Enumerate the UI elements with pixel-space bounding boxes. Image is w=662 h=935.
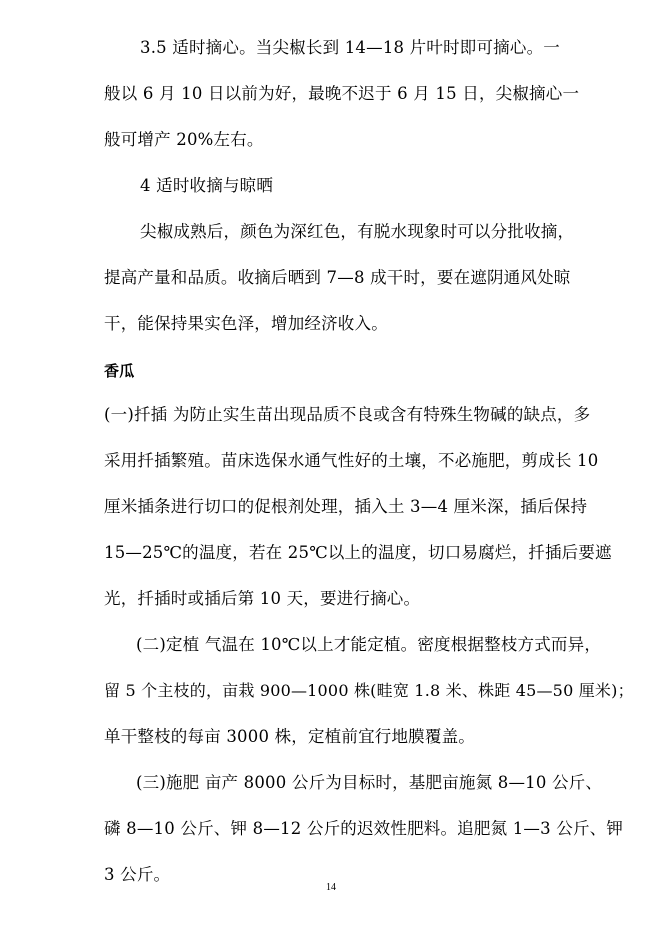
text-line: 厘米插条进行切口的促根剂处理，插入土 3—4 厘米深，插后保持	[104, 497, 588, 516]
text-line: 15—25℃的温度，若在 25℃以上的温度，切口易腐烂，扦插后要遮	[104, 543, 612, 562]
text-line: 留 5 个主枝的，亩栽 900—1000 株(畦宽 1.8 米、株距 45—50 厘米)；	[104, 681, 634, 700]
text-line: (一)扦插 为防止实生苗出现品质不良或含有特殊生物碱的缺点，多	[104, 405, 591, 424]
text-line: 提高产量和品质。收摘后晒到 7—8 成干时，要在遮阴通风处晾	[104, 268, 571, 287]
text-line: 单干整枝的每亩 3000 株，定植前宜行地膜覆盖。	[104, 727, 475, 746]
text-line: 3 公斤。	[104, 865, 171, 884]
text-line: 光，扦插时或插后第 10 天，要进行摘心。	[104, 589, 421, 608]
text-line: 采用扦插繁殖。苗床选保水通气性好的土壤，不必施肥，剪成长 10	[104, 451, 599, 470]
text-line: 磷 8—10 公斤、钾 8—12 公斤的迟效性肥料。追肥氮 1—3 公斤、钾	[104, 819, 624, 838]
section-title: 香瓜	[104, 362, 135, 380]
text-line: 般可增产 20%左右。	[104, 130, 264, 149]
text-line: 般以 6 月 10 日以前为好，最晚不迟于 6 月 15 日，尖椒摘心一	[104, 84, 580, 103]
text-line: 3.5 适时摘心。当尖椒长到 14—18 片叶时即可摘心。一	[140, 38, 560, 57]
text-line: 尖椒成熟后，颜色为深红色，有脱水现象时可以分批收摘，	[140, 222, 575, 241]
text-line: (二)定植 气温在 10℃以上才能定植。密度根据整枝方式而异，	[136, 635, 602, 654]
section-heading: 4 适时收摘与晾晒	[140, 176, 274, 195]
text-line: 干，能保持果实色泽，增加经济收入。	[104, 314, 388, 333]
text-line: (三)施肥 亩产 8000 公斤为目标时，基肥亩施氮 8—10 公斤、	[136, 773, 603, 792]
page-number: 14	[326, 882, 336, 893]
